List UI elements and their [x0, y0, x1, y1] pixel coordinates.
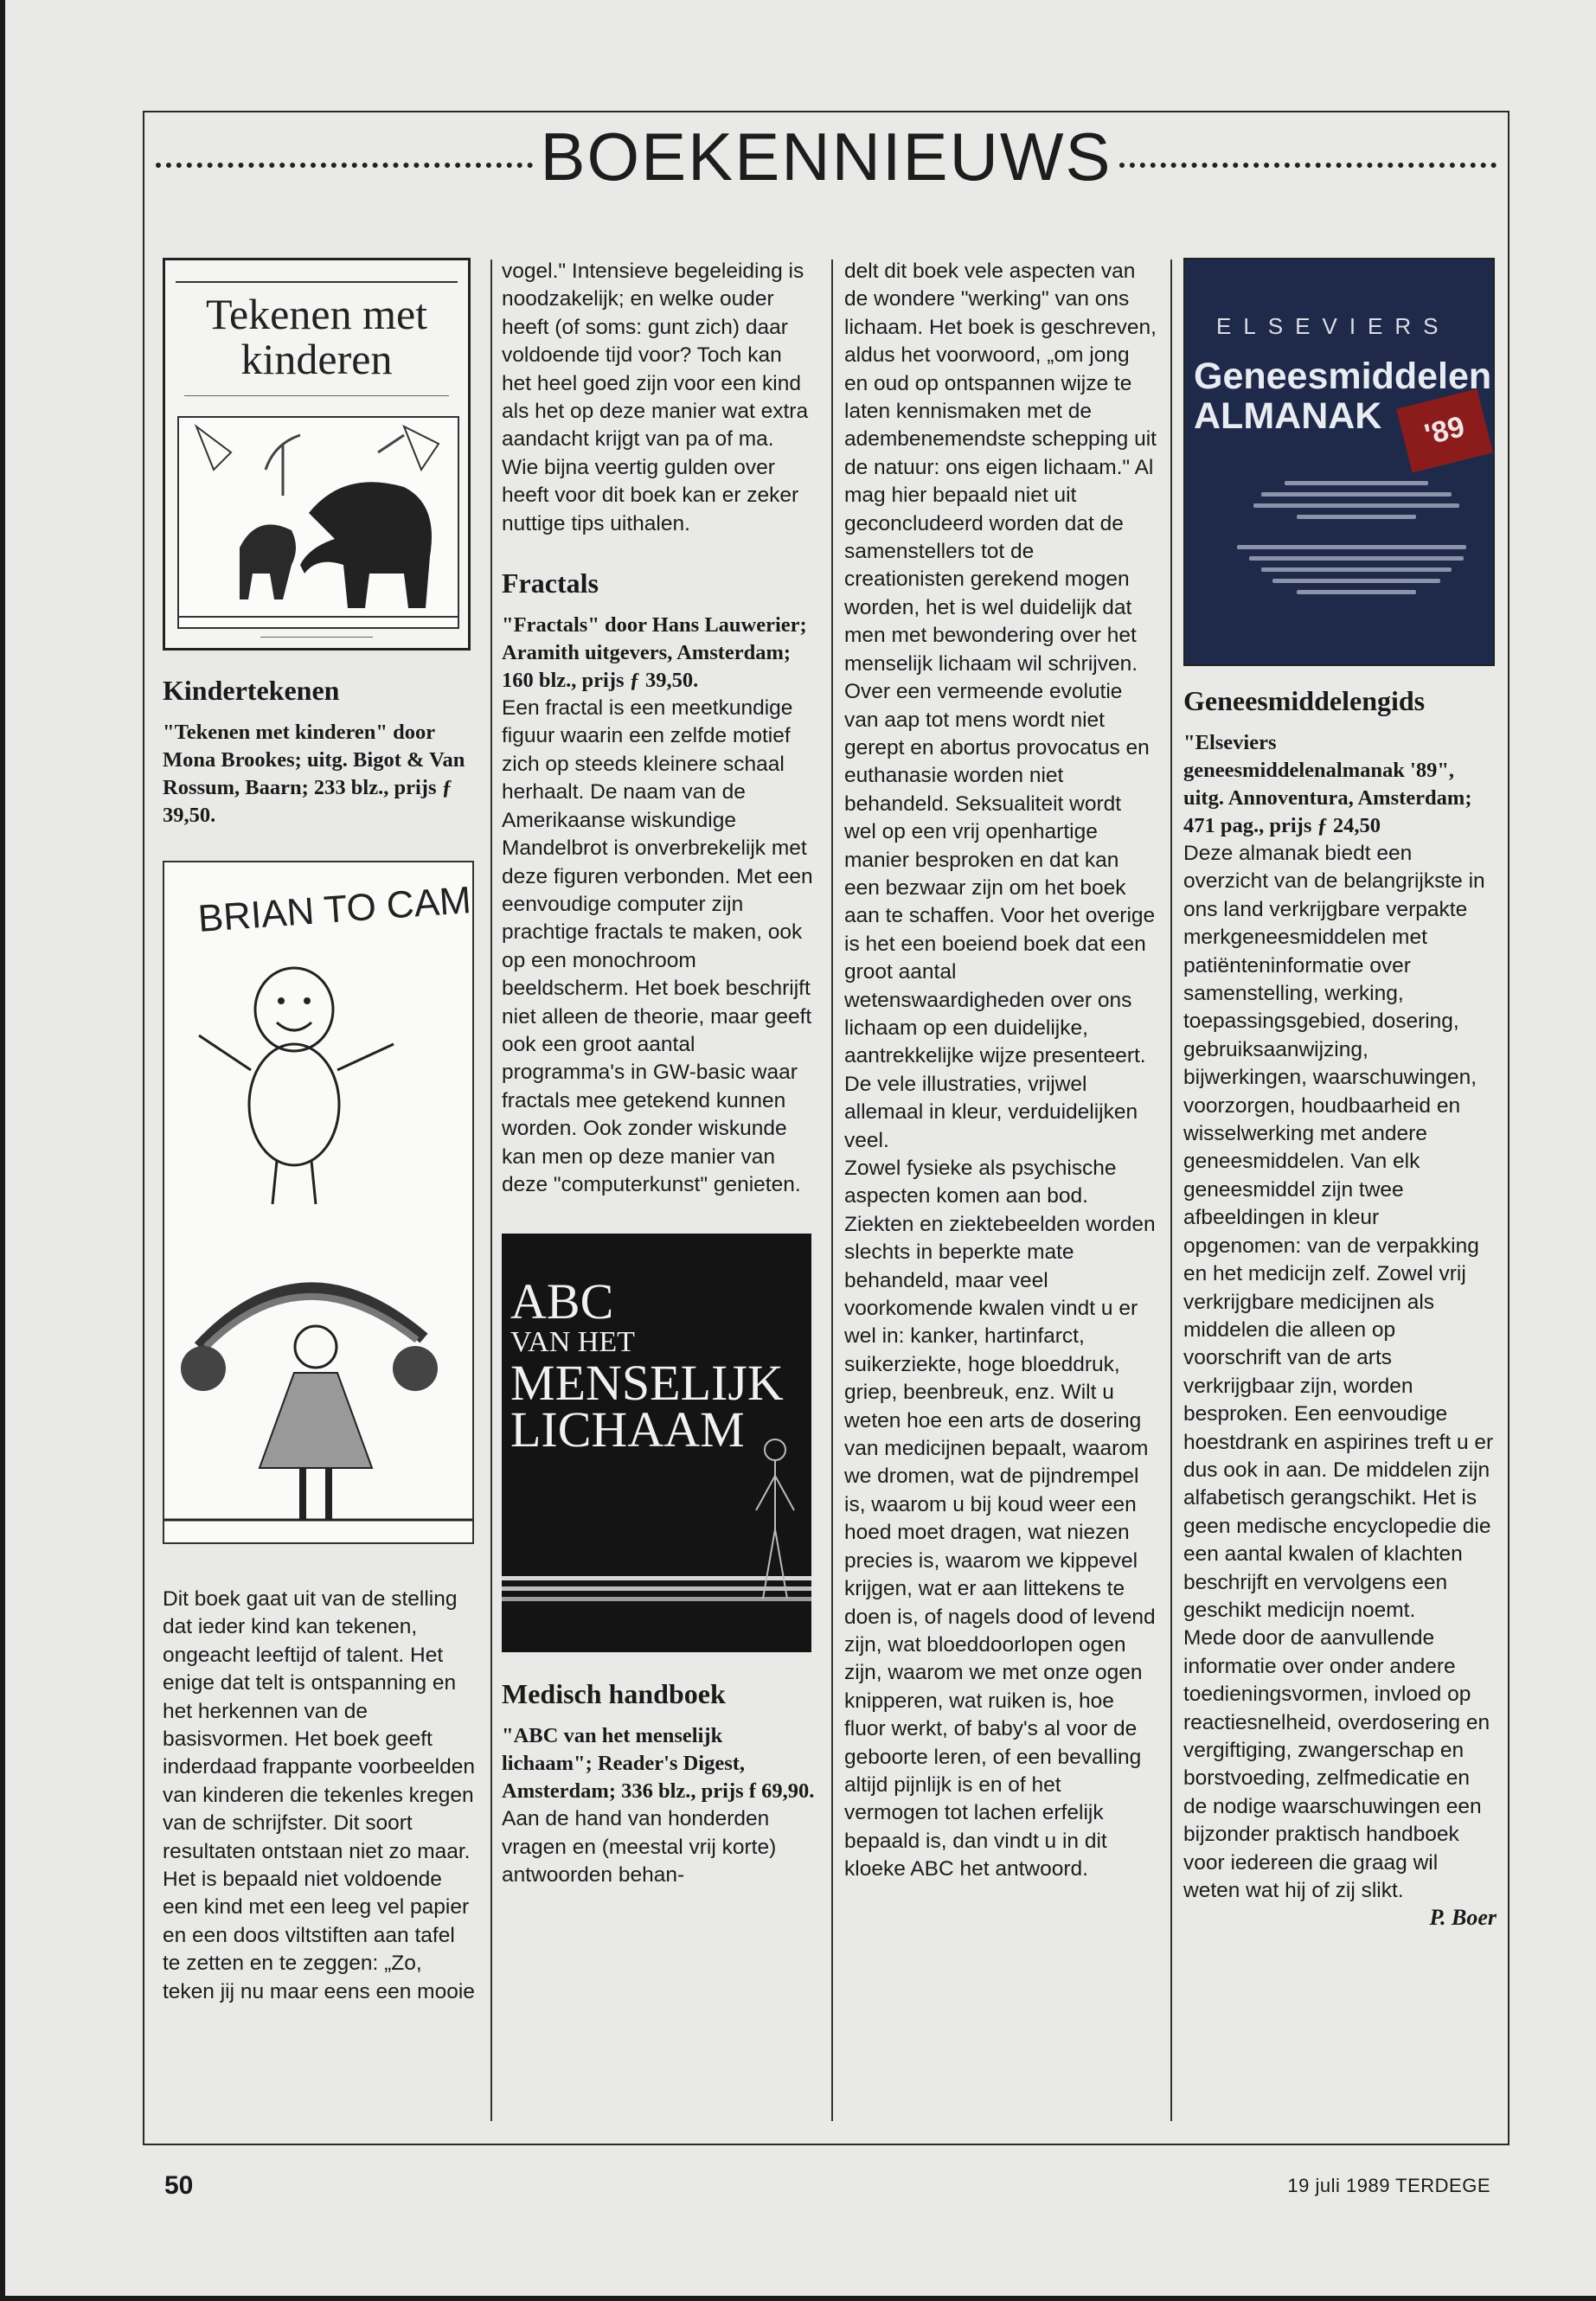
masthead-title: BOEKENNIEUWS: [540, 118, 1112, 195]
review-heading-medisch: Medisch handboek: [502, 1678, 726, 1710]
masthead-dots-right: [1119, 163, 1497, 168]
cover-title-line: ALMANAK: [1194, 395, 1382, 437]
column-rule: [1170, 260, 1172, 2121]
column-rule: [490, 260, 492, 2121]
abc-title-line: LICHAAM: [510, 1401, 745, 1458]
review-credit: "Tekenen met kinderen" door Mona Brookes; uitg. Bigot & Van Rossum, Baarn; 233 blz., prijs ƒ 39,50.: [163, 721, 465, 827]
issue-date: 19 juli 1989 TERDEGE: [1287, 2175, 1490, 2196]
cover-year-badge: '89: [1396, 389, 1493, 473]
cover-subtitle-line: [184, 390, 449, 396]
review-credit-medisch: "ABC van het menselijk lichaam"; Reader's Digest, Amsterdam; 336 blz., prijs f 69,90.: [502, 1724, 815, 1804]
column-4: [1183, 258, 1497, 1931]
column-3: [844, 258, 1157, 1884]
cover-footer-line: [260, 637, 373, 641]
masthead: [156, 117, 1497, 196]
review-heading: Kindertekenen: [163, 675, 340, 706]
elephant-illustration: [177, 416, 459, 629]
review-body-medisch: Aan de hand van honderden vragen en (meestal vrij korte) antwoorden behan-: [502, 1807, 777, 1888]
review-body-continued: delt dit boek vele aspecten van de wondere "werking" van ons lichaam. Het boek is geschreven, aldus het voorwoord, „om jong en oud op ontspannen wijze te laten kennismaken met de adembenemendste schepping uit de natuur: ons eigen lichaam." Al mag hier bepaald niet uit geconcludeerd worden dat de samenstellers tot de creationisten gerekend mogen worden, het is wel duidelijk dat men met bewondering over het menselijk lichaam wil schrijven. Over een vermeende evolutie van aap tot mens wordt niet gerept en abortus provocatus en euthanasie worden niet behandeld. Seksualiteit wordt wel op een vrij openhartige manier besproken en dat kan een bezwaar zijn om het boek aan te schaffen. Voor het overige is het een boeiend boek dat een groot aantal wetenswaardigheden over ons lichaam op een duidelijke, aantrekkelijke wijze presenteert. De vele illustraties, vrijwel allemaal in kleur, verduidelijken veel.: [844, 260, 1157, 1152]
human-figure-icon: [749, 1433, 801, 1606]
review-body-paragraph: Zowel fysieke als psychische aspecten komen aan bod. Ziekten en ziektebeelden worden slechts in beperkte mate behandeld, maar veel voorkomende kwalen vindt u er wel in: kanker, hartinfarct, suikerziekte, hoge bloeddruk, griep, beenbreuk, enz. Wilt u weten hoe een arts de dosering van medicijnen bepaalt, waarom we dromen, wat de pijndrempel is, waarom u bij koud weer een hoed moet dragen, wat niezen precies is, waarom we kippevel krijgen, wat er aan littekens te doen is, of nagels dood of levend zijn, wat bloeddoorlopen ogen zijn, waarom we met onze ogen knipperen, wat ruiken is, hoe fluor werkt, of baby's al voor de geboorte leren, of een bevalling altijd pijnlijk is en of het vermogen tot lachen erfelijk bepaald is, dan vindt u in dit kloeke ABC het antwoord.: [844, 1157, 1156, 1881]
review-body: Deze almanak biedt een overzicht van de belangrijkste in ons land verkrijgbare verpakte merkgeneesmiddelen met patiënteninformatie over samenstelling, werking, toepassingsgebied, dosering, gebruiksaanwijzing, bijwerkingen, waarschuwingen, voorzorgen, houdbaarheid en wisselwerking met andere geneesmiddelen. Van elk geneesmiddel zijn twee afbeeldingen in kleur opgenomen: van de verpakking en het medicijn zelf. Zowel vrij verkrijgbare medicijnen als middelen die alleen op voorschrift van de arts verkrijgbaar zijn, worden besproken. Een eenvoudige hoestdrank en aspirines treft u er dus ook in aan. De middelen zijn alfabetisch gerangschikt. Het is geen medische encyclopedie die een aantal kwalen of klachten beschrijft en vervolgens een geschikt medicijn noemt.: [1183, 842, 1494, 1622]
page-number: 50: [164, 2171, 194, 2200]
review-heading-fractals: Fractals: [502, 567, 599, 599]
abc-title-line: VAN HET: [510, 1326, 635, 1359]
column-1: [163, 258, 476, 2006]
drawing-caption: BRIAN TO CAM: [196, 879, 472, 940]
abc-title-line: MENSELIJK: [510, 1355, 784, 1412]
book-cover-tekenen: [163, 258, 471, 651]
review-body-fractals: Een fractal is een meetkundige figuur waarin een zelfde motief zich op steeds kleinere schaal herhaalt. De naam van de Amerikaanse wiskundige Mandelbrot is onverbrekelijk met deze figuren verbonden. Met een eenvoudige computer zijn prachtige fractals te maken, ook op een monochroom beeldscherm. Het boek beschrijft niet alleen de theorie, maar geeft ook een groot aantal programma's in GW-basic waar fractals mee getekend kunnen worden. Ook zonder wiskunde kan men op deze manier van deze "computerkunst" genieten.: [502, 696, 813, 1196]
review-body-paragraph: Mede door de aanvullende informatie over onder andere toedieningsvormen, invloed op reactiesnelheid, overdosering en vergiftiging, zwangerschap en borstvoeding, zelfmedicatie en de nodige waarschuwingen een bijzonder praktisch handboek voor iedereen die graag wil weten wat hij of zij slikt.: [1183, 1626, 1490, 1903]
review-body: Dit boek gaat uit van de stelling dat ieder kind kan tekenen, ongeacht leeftijd of talent. Het enige dat telt is ontspanning en het herkennen van de basisvormen. Het boek geeft inderdaad frappante voorbeelden van kinderen die tekenles kregen van de schrijfster. Dit soort resultaten ontstaan niet zo maar. Het is bepaald niet voldoende een kind met een leeg vel papier en een doos viltstiften aan tafel te zetten en te zeggen: „Zo, teken jij nu maar eens een mooie: [163, 1587, 475, 2003]
cover-title-line: Geneesmiddelen: [1194, 356, 1492, 397]
review-credit: "Elseviers geneesmiddelenalmanak '89", uitg. Annoventura, Amsterdam; 471 pag., prijs ƒ 24,50: [1183, 731, 1472, 837]
column-rule: [831, 260, 833, 2121]
review-heading: Geneesmiddelengids: [1183, 685, 1426, 716]
cover-header-line: [176, 271, 458, 283]
author-signature: P. Boer: [1429, 1905, 1497, 1931]
cover-text-block: [1237, 474, 1476, 638]
column-2: [502, 258, 815, 1890]
abc-title-line: ABC: [510, 1273, 614, 1330]
review-body-continued: vogel." Intensieve begeleiding is noodzakelijk; en welke ouder heeft (of soms: gunt zich) daar voldoende tijd voor? Toch kan het heel goed zijn voor een kind als het op deze manier wat extra aandacht krijgt van pa of ma. Wie bijna veertig gulden over heeft voor dit boek kan er zeker nuttige tips uithalen.: [502, 260, 809, 535]
book-cover-elsevier: [1183, 258, 1495, 666]
cover-brand: ELSEVIERS: [1216, 313, 1451, 339]
masthead-dots-left: [156, 163, 533, 168]
abc-cover-title: [510, 1273, 784, 1458]
review-credit-fractals: "Fractals" door Hans Lauwerier; Aramith uitgevers, Amsterdam; 160 blz., prijs ƒ 39,50.: [502, 613, 807, 693]
book-cover-abc: [502, 1234, 811, 1652]
cover-title: Tekenen met kinderen: [205, 290, 428, 383]
child-drawings: [163, 861, 474, 1544]
